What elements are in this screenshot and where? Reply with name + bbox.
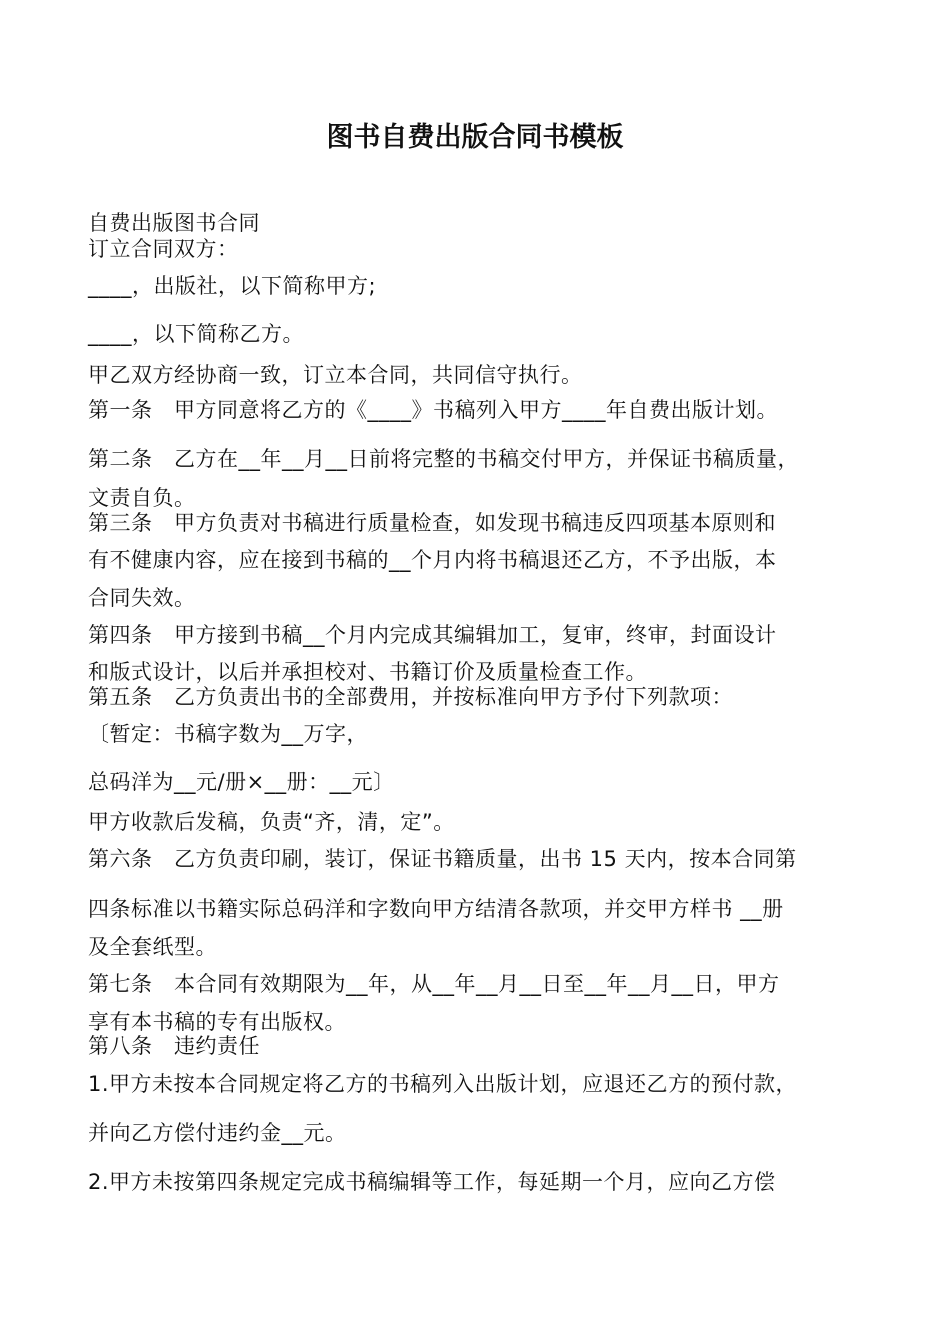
contract-heading: 自费出版图书合同 <box>88 211 260 235</box>
article-8-item-1-line-1: 1.甲方未按本合同规定将乙方的书稿列入出版计划，应退还乙方的预付款， <box>88 1072 798 1096</box>
article-5-line-3: 总码洋为__元/册×__册：__元〕 <box>88 770 395 794</box>
article-1-line: 第一条 甲方同意将乙方的《____》书稿列入甲方____年自费出版计划。 <box>88 398 778 422</box>
article-4-line-2: 和版式设计，以后并承担校对、书籍订价及质量检查工作。 <box>88 660 647 684</box>
article-5-line-1: 第五条 乙方负责出书的全部费用，并按标准向甲方予付下列款项： <box>88 685 733 709</box>
article-5-line-4: 甲方收款后发稿，负责“齐，清，定”。 <box>88 810 455 834</box>
article-7-line-1: 第七条 本合同有效期限为__年，从__年__月__日至__年__月__日，甲方 <box>88 972 780 996</box>
article-3-line-1: 第三条 甲方负责对书稿进行质量检查，如发现书稿违反四项基本原则和 <box>88 511 776 535</box>
article-5-line-2: 〔暂定：书稿字数为__万字， <box>88 722 368 746</box>
article-7-line-2: 享有本书稿的专有出版权。 <box>88 1010 346 1034</box>
article-3-line-3: 合同失效。 <box>88 586 196 610</box>
article-8-heading: 第八条 违约责任 <box>88 1034 260 1058</box>
document-title: 图书自费出版合同书模板 <box>326 122 624 153</box>
preamble-line: 甲乙双方经协商一致，订立本合同，共同信守执行。 <box>88 363 583 387</box>
article-3-line-2: 有不健康内容，应在接到书稿的__个月内将书稿退还乙方，不予出版，本 <box>88 548 777 572</box>
article-4-line-1: 第四条 甲方接到书稿__个月内完成其编辑加工，复审，终审，封面设计 <box>88 623 777 647</box>
article-8-item-1-line-2: 并向乙方偿付违约金__元。 <box>88 1121 347 1145</box>
article-6-line-3: 及全套纸型。 <box>88 935 217 959</box>
article-6-line-2: 四条标准以书籍实际总码洋和字数向甲方结清各款项，并交甲方样书 __册 <box>88 897 784 921</box>
party-a-line: ____，出版社，以下简称甲方; <box>88 274 377 298</box>
party-b-line: ____，以下简称乙方。 <box>88 322 304 346</box>
article-2-line-2: 文责自负。 <box>88 486 196 510</box>
parties-label: 订立合同双方： <box>88 237 239 261</box>
article-6-line-1: 第六条 乙方负责印刷，装订，保证书籍质量，出书 15 天内，按本合同第 <box>88 847 797 871</box>
article-8-item-2-line-1: 2.甲方未按第四条规定完成书稿编辑等工作，每延期一个月，应向乙方偿 <box>88 1170 776 1194</box>
article-2-line-1: 第二条 乙方在__年__月__日前将完整的书稿交付甲方，并保证书稿质量， <box>88 447 799 471</box>
